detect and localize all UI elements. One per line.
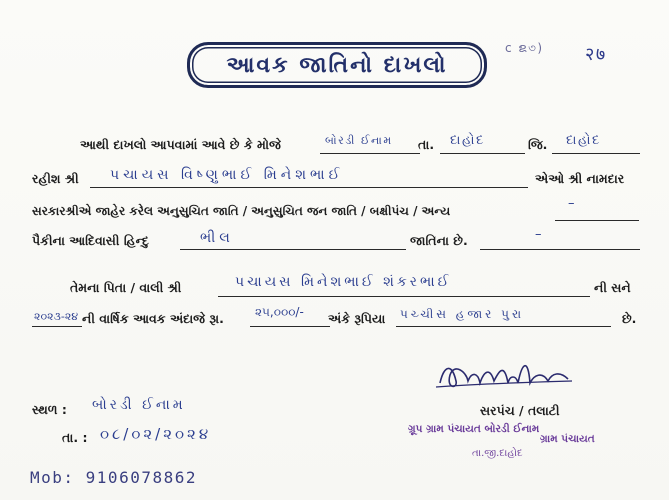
page-ref: २७ — [585, 44, 607, 65]
year-suffix: ની સને — [594, 280, 631, 295]
intro-text: આથી દાખલો આપવામાં આવે છે કે મોજે — [80, 137, 281, 152]
mobile-number: Mob: 9106078862 — [30, 468, 197, 487]
date-label: તા. : — [62, 430, 88, 445]
taluka-value: દાહોદ — [450, 133, 485, 148]
stamp-line1: ગ્રૂપ ગ્રામ પંચાયત બોરડી ઈનામ — [408, 423, 540, 435]
district-label: જિ. — [528, 137, 548, 152]
certificate-title: આવક જાતિનો દાખલો — [226, 52, 448, 78]
father-label: તેમના પિતા / વાલી શ્રી — [70, 280, 182, 295]
caste-extra-value: – — [535, 227, 543, 242]
income-label: ની વાર્ષિક આવક અંદાજે રૂા. — [82, 311, 224, 326]
words-label: અંકે રૂપિયા — [328, 311, 386, 326]
signature — [432, 353, 582, 398]
category-text: સરકારશ્રીએ જાહેર કરેલ અનુસુચિત જાતિ / અનુસુચિત જન જાતિ / બક્ષીપંચ / અન્ય — [32, 204, 451, 218]
category-value: – — [568, 196, 576, 211]
resident-label: રહીશ શ્રી — [32, 171, 79, 186]
stamp-line2: ગ્રામ પંચાયત — [540, 433, 595, 445]
income-amount: ૨૫,૦૦૦/- — [255, 305, 304, 319]
tribe-text: પૈકીના આદિવાસી હિન્દુ — [32, 233, 149, 248]
resident-name: પચાયસ વિષ્ણુભાઈ મિનેશભાઈ — [110, 167, 344, 183]
line2-suffix: એઓ શ્રી નામદાર — [535, 171, 625, 186]
income-words: પચ્ચીસ હજાર પુરા — [400, 307, 525, 321]
date-value: ૦૮/૦૨/૨૦૨૪ — [100, 425, 212, 443]
caste-suffix: જાતિના છે. — [410, 233, 468, 248]
taluka-label: તા. — [418, 137, 435, 152]
stamp-line3: તા.જી.દાહોદ — [472, 448, 523, 459]
signatory-label: સરપંચ / તલાટી — [480, 403, 560, 418]
village-value: બોરડી ઈનામ — [325, 134, 393, 147]
title-banner — [187, 42, 487, 88]
place-label: સ્થળ : — [32, 402, 67, 417]
father-name: પચાયસ મિનેશભાઈ શંકરભાઈ — [235, 274, 452, 290]
serial-number: c ຂ৩) — [505, 41, 544, 55]
line-end: છે. — [622, 311, 637, 326]
place-value: બોરડી ઈનામ — [92, 397, 186, 413]
year-value: ૨૦૨૩-૨૪ — [34, 310, 79, 323]
district-value: દાહોદ — [566, 133, 601, 148]
caste-value: ભીલ — [200, 230, 234, 246]
